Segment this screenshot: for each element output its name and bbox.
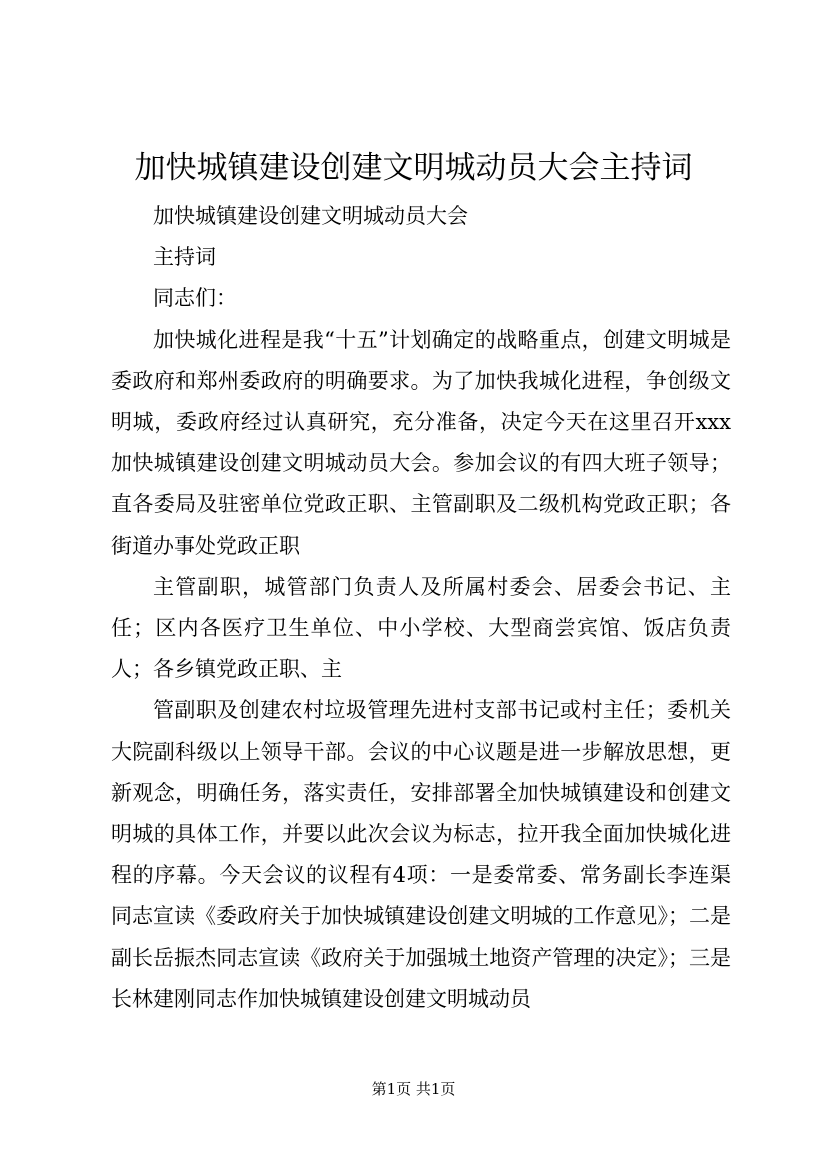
page-footer: 第1页 共1页 xyxy=(371,1080,456,1098)
paragraph-greeting: 同志们： xyxy=(153,286,237,311)
paragraph-agenda: 管副职及创建农村垃圾管理先进村支部书记或村主任；委机关大院副科级以上领导干部。会议的中心议题是进一步解放思想，更新观念，明确任务，落实责任，安排部署全加快城镇建设和创建文明城的具体工作，并要以此次会议为标志，拉开我全面加快城化进程的序幕。今天会议的议程有4项：一是委常委、常务副长李连渠同志宣读《委政府关于加快城镇建设创建文明城的工作意见》；二是副长岳振杰同志宣读《政府关于加强城土地资产管理的决定》；三是长林建刚同志作加快城镇建设创建文明城动员 xyxy=(111,698,731,1011)
paragraph-meeting-name: 加快城镇建设创建文明城动员大会 xyxy=(153,204,468,228)
document-title: 加快城镇建设创建文明城动员大会主持词 xyxy=(134,150,693,186)
document-body xyxy=(111,196,731,1020)
paragraph-intro: 加快城化进程是我“十五”计划确定的战略重点，创建文明城是委政府和郑州委政府的明确要求。为了加快我城化进程，争创级文明城，委政府经过认真研究，充分准备，决定今天在这里召开xxx加快城镇建设创建文明城动员大会。参加会议的有四大班子领导；直各委局及驻密单位党政正职、主管副职及二级机构党政正职；各街道办事处党政正职 xyxy=(111,327,731,558)
paragraph-host-speech: 主持词 xyxy=(153,245,216,270)
paragraph-attendees: 主管副职，城管部门负责人及所属村委会、居委会书记、主任；区内各医疗卫生单位、中小学校、大型商尝宾馆、饭店负责人；各乡镇党政正职、主 xyxy=(111,574,731,682)
